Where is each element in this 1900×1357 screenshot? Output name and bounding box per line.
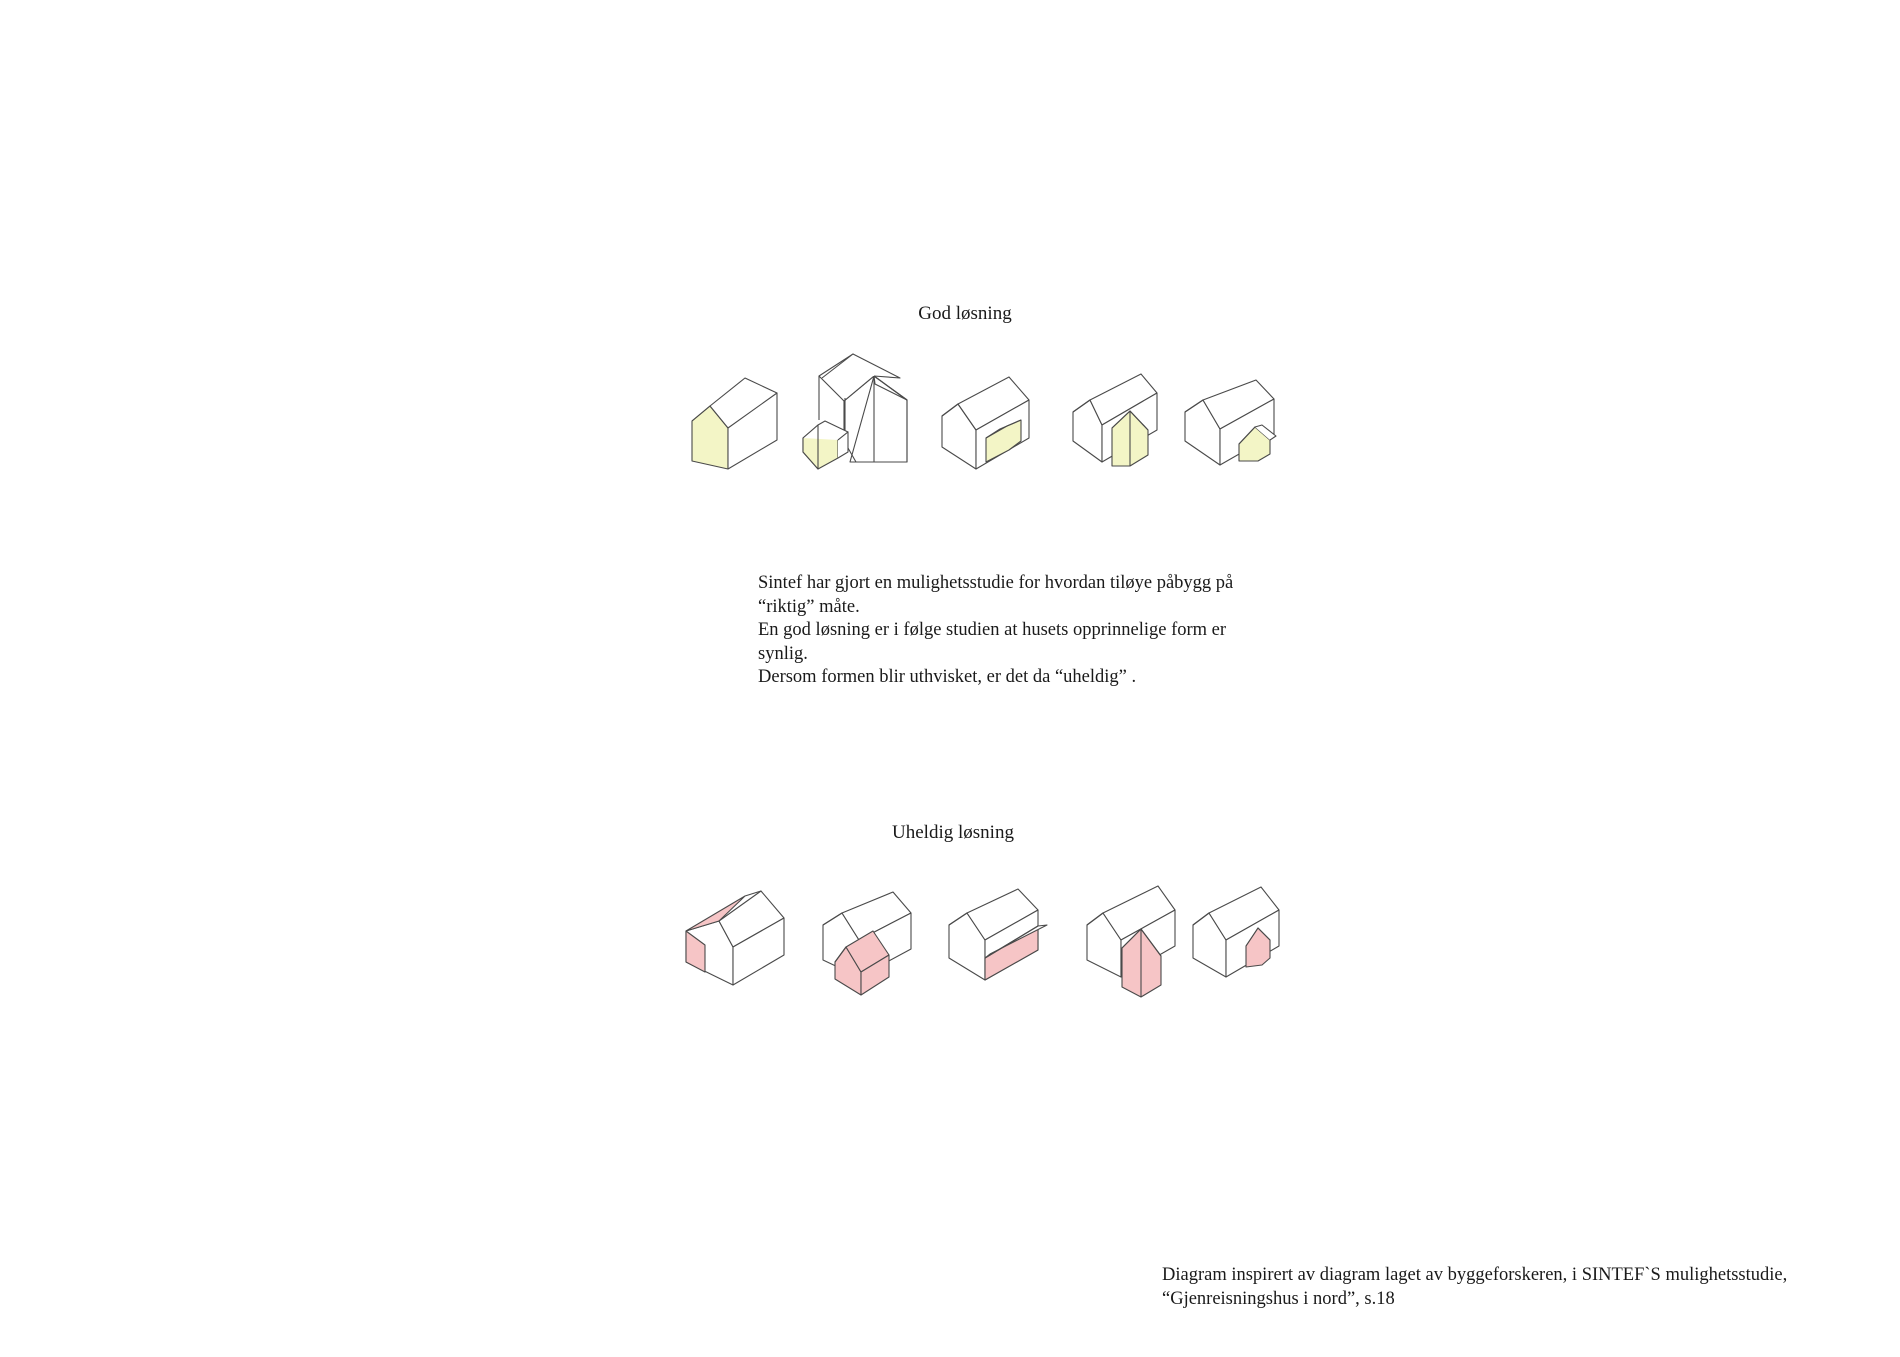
credit-line: “Gjenreisningshus i nord”, s.18 [1162, 1288, 1395, 1309]
bad-solution-title: Uheldig løsning [892, 822, 1014, 843]
credit-line: Diagram inspirert av diagram laget av byggeforskeren, i SINTEF`S mulighetsstudie, [1162, 1265, 1788, 1285]
body-line: synlig. [758, 643, 808, 664]
bad-house-1 [686, 891, 784, 985]
good-solution-title: God løsning [918, 303, 1012, 324]
body-line: Sintef har gjort en mulighetsstudie for hvordan tiløye påbygg på [758, 573, 1234, 593]
credit-note [1162, 1264, 1882, 1311]
bad-house-2 [823, 892, 911, 995]
bad-house-3 [949, 889, 1047, 980]
bad-house-4 [1087, 886, 1175, 997]
bad-house-5 [1193, 887, 1279, 977]
body-line: Dersom formen blir uthvisket, er det da “uheldig” . [758, 667, 1137, 687]
body-line: “riktig” måte. [758, 596, 860, 617]
body-line: En god løsning er i følge studien at husets opprinnelige form er [758, 620, 1227, 640]
